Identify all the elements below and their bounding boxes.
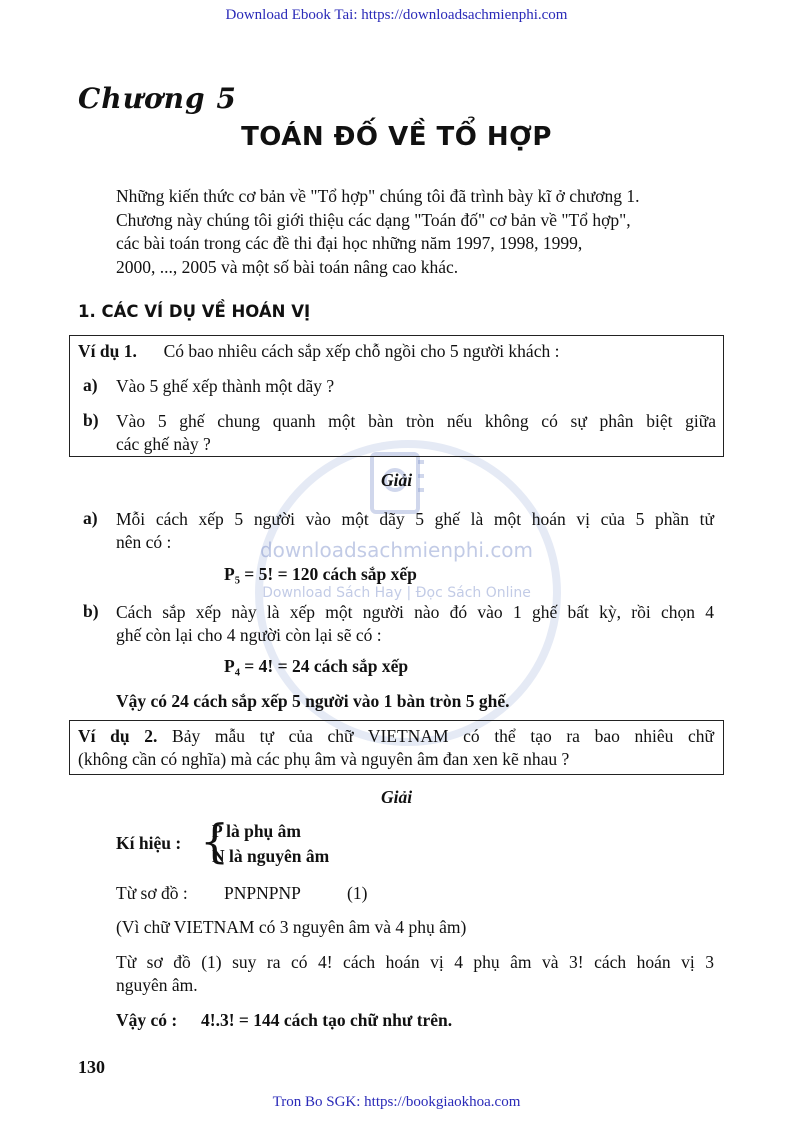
intro-line: các bài toán trong các đề thi đại học những năm 1997, 1998, 1999, [116, 233, 583, 253]
notation-label: Kí hiệu : [116, 833, 182, 853]
example-1-question-row [78, 340, 559, 364]
footer-link[interactable]: Tron Bo SGK: https://bookgiaokhoa.com [272, 1094, 521, 1110]
example-1-a-text: Vào 5 ghế xếp thành một dãy ? [116, 376, 335, 396]
scheme-ref: (1) [347, 883, 368, 903]
deduce-line2: nguyên âm. [116, 975, 198, 995]
example-2-line1-row [78, 725, 714, 749]
example-1-label: Ví dụ 1. [78, 341, 137, 361]
intro-paragraph [116, 185, 714, 279]
intro-line: Chương này chúng tôi giới thiệu các dạng "Toán đố" cơ bản về "Tổ hợp", [116, 209, 631, 230]
watermark-site: downloadsachmienphi.com [259, 538, 534, 562]
solution-1-a-letter: a) [83, 508, 98, 528]
example-1-b-line2: các ghế này ? [116, 434, 211, 454]
scheme-label: Từ sơ đồ : [116, 883, 188, 903]
example-1-a-letter: a) [83, 375, 98, 395]
solution-1-a-line2: nên có : [116, 532, 172, 552]
example-1-b-letter: b) [83, 410, 99, 430]
intro-line: Những kiến thức cơ bản về "Tổ hợp" chúng tôi đã trình bày kĩ ở chương 1. [116, 186, 640, 206]
page-number: 130 [78, 1057, 105, 1077]
solution-1-b-formula: P₄ = 4! = 24 cách sắp xếp [224, 656, 409, 676]
final-value: 4!.3! = 144 cách tạo chữ như trên. [201, 1010, 453, 1030]
section-heading: 1. CÁC VÍ DỤ VỀ HOÁN VỊ [78, 302, 311, 321]
example-1-b-line1: Vào 5 ghế chung quanh một bàn tròn nếu không có sự phân biệt giữa [116, 411, 716, 431]
solution-1-heading: Giải [380, 470, 413, 490]
example-1-question: Có bao nhiêu cách sắp xếp chỗ ngồi cho 5 người khách : [163, 341, 560, 361]
solution-1-a-formula: P₅ = 5! = 120 cách sắp xếp [224, 564, 417, 584]
example-2-line2: (không cần có nghĩa) mà các phụ âm và nguyên âm đan xen kẽ nhau ? [78, 749, 570, 769]
intro-line: 2000, ..., 2005 và một số bài toán nâng cao khác. [116, 256, 459, 277]
chapter-label: Chương 5 [78, 82, 237, 115]
notation-n: N là nguyên âm [212, 846, 330, 866]
notation-p: P là phụ âm [212, 821, 301, 841]
solution-1-b-line2: ghế còn lại cho 4 người còn lại sẽ có : [116, 625, 382, 645]
example-2-line1: Bảy mẫu tự của chữ VIETNAM có thể tạo ra bao nhiêu chữ [172, 726, 715, 746]
solution-1-conclusion: Vậy có 24 cách sắp xếp 5 người vào 1 bàn tròn 5 ghế. [116, 691, 510, 711]
example-2-label: Ví dụ 2. [78, 726, 158, 746]
example-1-box [69, 335, 724, 457]
notation-brace: { [200, 814, 230, 868]
example-2-box [69, 720, 724, 775]
watermark-tagline: Download Sách Hay | Đọc Sách Online [262, 585, 531, 601]
scheme-value: PNPNPNP [224, 883, 301, 903]
deduce-line1: Từ sơ đồ (1) suy ra có 4! cách hoán vị 4 phụ âm và 3! cách hoán vị 3 [116, 952, 714, 972]
solution-1-b-line1: Cách sắp xếp này là xếp một người nào đó vào 1 ghế bất kỳ, rồi chọn 4 [116, 602, 714, 622]
chapter-title: TOÁN ĐỐ VỀ TỔ HỢP [241, 122, 552, 152]
solution-1-b-letter: b) [83, 601, 99, 621]
scheme-reason: (Vì chữ VIETNAM có 3 nguyên âm và 4 phụ âm) [116, 917, 467, 937]
solution-1-a-line1: Mỗi cách xếp 5 người vào một dãy 5 ghế là một hoán vị của 5 phần tử [116, 509, 714, 529]
final-label: Vậy có : [116, 1010, 178, 1030]
solution-2-heading: Giải [380, 787, 413, 807]
header-download-link[interactable]: Download Ebook Tai: https://downloadsachmienphi.com [225, 7, 568, 23]
